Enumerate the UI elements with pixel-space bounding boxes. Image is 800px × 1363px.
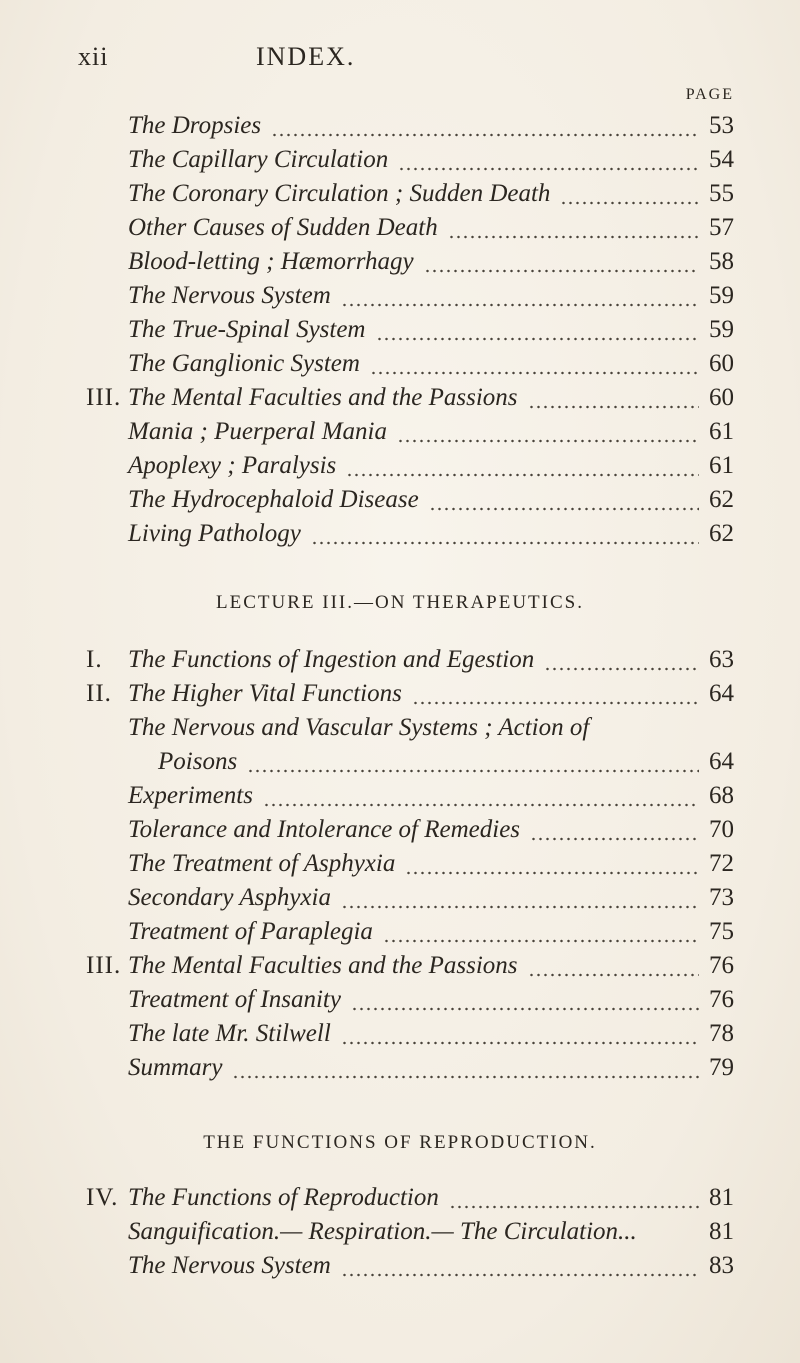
page-column-label: PAGE xyxy=(685,86,734,103)
entry-title: The Nervous System xyxy=(128,282,331,309)
entry-page: 73 xyxy=(709,884,734,911)
dot-leader xyxy=(449,1205,699,1209)
entry-title: Secondary Asphyxia xyxy=(128,884,331,911)
entry-title: Sanguification.— Respiration.— The Circulation... xyxy=(128,1218,637,1245)
dot-leader xyxy=(412,701,699,705)
index-entry xyxy=(0,646,800,680)
entry-title: The late Mr. Stilwell xyxy=(128,1020,331,1047)
entry-page: 76 xyxy=(709,986,734,1013)
entry-title: The Dropsies xyxy=(128,112,262,139)
dot-leader xyxy=(398,167,699,171)
entry-title: Living Pathology xyxy=(128,520,301,547)
entry-title: Blood-letting ; Hæmorrhagy xyxy=(128,248,414,275)
entry-page: 64 xyxy=(709,748,734,775)
index-entry xyxy=(0,1020,800,1054)
entry-page: 55 xyxy=(709,180,734,207)
dot-leader xyxy=(341,1041,699,1045)
entry-page: 53 xyxy=(709,112,734,139)
index-entry xyxy=(0,248,800,282)
index-entry xyxy=(0,1218,800,1252)
entry-page: 78 xyxy=(709,1020,734,1047)
dot-leader xyxy=(341,303,699,307)
entry-title: Treatment of Insanity xyxy=(128,986,341,1013)
index-entry xyxy=(0,316,800,350)
entry-number: I. xyxy=(86,646,103,673)
dot-leader xyxy=(247,769,699,773)
entry-title: Apoplexy ; Paralysis xyxy=(128,452,337,479)
entry-page: 59 xyxy=(709,282,734,309)
entry-title: Mania ; Puerperal Mania xyxy=(128,418,387,445)
entry-title: The True-Spinal System xyxy=(128,316,366,343)
index-entry xyxy=(0,1054,800,1088)
entry-title: The Treatment of Asphyxia xyxy=(128,850,396,877)
entry-title: Other Causes of Sudden Death xyxy=(128,214,438,241)
dot-leader xyxy=(530,837,699,841)
entry-number: III. xyxy=(86,952,122,979)
dot-leader xyxy=(341,905,699,909)
index-entry xyxy=(0,520,800,554)
index-entry xyxy=(0,748,800,782)
dot-leader xyxy=(397,439,699,443)
entry-title: Experiments xyxy=(128,782,253,809)
entry-title: The Ganglionic System xyxy=(128,350,360,377)
entry-title: Summary xyxy=(128,1054,223,1081)
index-entry xyxy=(0,952,800,986)
dot-leader xyxy=(448,235,699,239)
entry-page: 68 xyxy=(709,782,734,809)
entry-number: III. xyxy=(86,384,122,411)
entry-title: Treatment of Paraplegia xyxy=(128,918,373,945)
index-entry xyxy=(0,714,800,748)
entry-page: 81 xyxy=(709,1184,734,1211)
dot-leader xyxy=(405,871,699,875)
entry-title: The Functions of Reproduction xyxy=(128,1184,439,1211)
page-folio: xii xyxy=(78,42,109,71)
entry-page: 62 xyxy=(709,486,734,513)
dot-leader xyxy=(383,939,699,943)
index-entry xyxy=(0,918,800,952)
index-entry xyxy=(0,782,800,816)
dot-leader xyxy=(271,133,699,137)
entry-page: 70 xyxy=(709,816,734,843)
entry-number: IV. xyxy=(86,1184,119,1211)
dot-leader xyxy=(232,1075,699,1079)
entry-title: The Functions of Ingestion and Egestion xyxy=(128,646,535,673)
index-entry xyxy=(0,214,800,248)
entry-page: 63 xyxy=(709,646,734,673)
index-entry xyxy=(0,1184,800,1218)
entry-page: 61 xyxy=(709,418,734,445)
entry-title: The Mental Faculties and the Passions xyxy=(128,384,518,411)
dot-leader xyxy=(263,803,699,807)
entry-page: 81 xyxy=(709,1218,734,1245)
index-entry xyxy=(0,486,800,520)
entry-page: 59 xyxy=(709,316,734,343)
entry-title: The Coronary Circulation ; Sudden Death xyxy=(128,180,551,207)
entry-page: 75 xyxy=(709,918,734,945)
dot-leader xyxy=(311,541,699,545)
index-entry xyxy=(0,350,800,384)
entry-page: 64 xyxy=(709,680,734,707)
index-entry xyxy=(0,146,800,180)
dot-leader xyxy=(341,1273,699,1277)
index-entry xyxy=(0,816,800,850)
entry-title: Tolerance and Intolerance of Remedies xyxy=(128,816,521,843)
entry-title: The Mental Faculties and the Passions xyxy=(128,952,518,979)
dot-leader xyxy=(424,269,699,273)
entry-title: The Nervous System xyxy=(128,1252,331,1279)
entry-page: 61 xyxy=(709,452,734,479)
dot-leader xyxy=(560,201,699,205)
index-entry xyxy=(0,1252,800,1286)
entry-page: 79 xyxy=(709,1054,734,1081)
dot-leader xyxy=(544,667,699,671)
index-entry xyxy=(0,680,800,714)
entry-page: 60 xyxy=(709,384,734,411)
dot-leader xyxy=(429,507,699,511)
dot-leader xyxy=(346,473,699,477)
index-entry xyxy=(0,986,800,1020)
entry-page: 83 xyxy=(709,1252,734,1279)
page-title: INDEX. xyxy=(256,42,356,71)
entry-title: The Nervous and Vascular Systems ; Action of xyxy=(128,714,590,741)
index-entry xyxy=(0,850,800,884)
index-entry xyxy=(0,384,800,418)
index-entry xyxy=(0,884,800,918)
entry-title: The Hydrocephaloid Disease xyxy=(128,486,419,513)
section-heading-therapeutics: LECTURE III.—ON THERAPEUTICS. xyxy=(216,592,584,613)
dot-leader xyxy=(351,1007,699,1011)
entry-title: The Capillary Circulation xyxy=(128,146,389,173)
entry-number: II. xyxy=(86,680,112,707)
dot-leader xyxy=(528,973,699,977)
entry-page: 57 xyxy=(709,214,734,241)
dot-leader xyxy=(370,371,699,375)
entry-page: 62 xyxy=(709,520,734,547)
entry-page: 72 xyxy=(709,850,734,877)
entry-page: 76 xyxy=(709,952,734,979)
entry-page: 60 xyxy=(709,350,734,377)
entry-page: 54 xyxy=(709,146,734,173)
dot-leader xyxy=(376,337,700,341)
entry-title: The Higher Vital Functions xyxy=(128,680,402,707)
dot-leader xyxy=(528,405,699,409)
index-entry xyxy=(0,282,800,316)
entry-title: Poisons xyxy=(158,748,238,775)
index-entry xyxy=(0,452,800,486)
index-entry xyxy=(0,418,800,452)
section-heading-reproduction: THE FUNCTIONS OF REPRODUCTION. xyxy=(203,1132,597,1153)
running-head xyxy=(78,42,718,78)
index-entry xyxy=(0,180,800,214)
entry-page: 58 xyxy=(709,248,734,275)
index-entry xyxy=(0,112,800,146)
